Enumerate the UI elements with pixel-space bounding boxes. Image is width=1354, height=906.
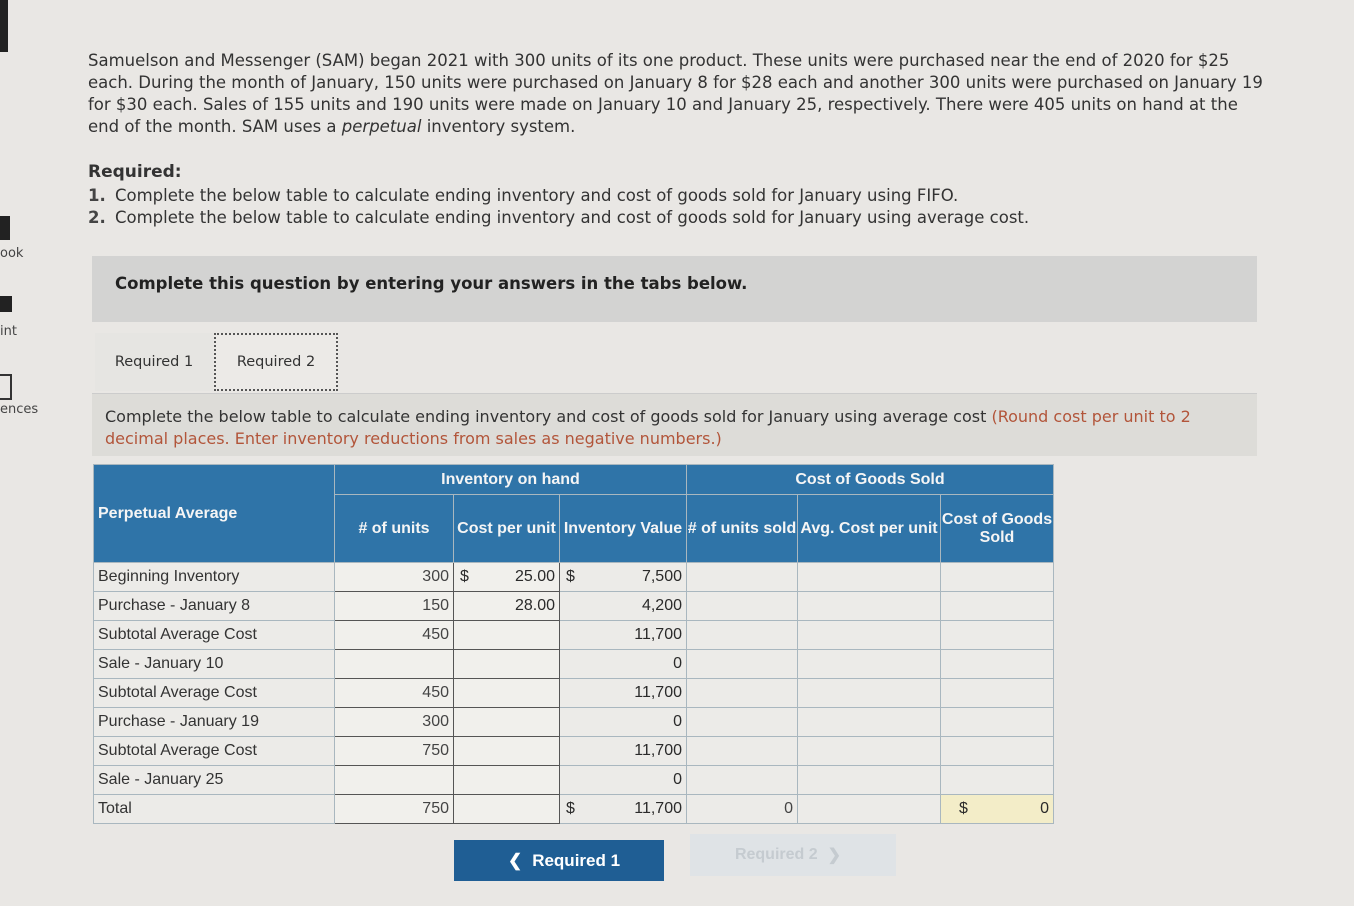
units-input[interactable] — [335, 650, 454, 679]
problem-text-end: inventory system. — [421, 117, 576, 136]
avg-cost-cell[interactable] — [798, 737, 941, 766]
dollar-sign: $ — [566, 568, 575, 585]
banner-text: Complete this question by entering your answers in the tabs below. — [115, 274, 748, 293]
units-sold-cell[interactable] — [687, 650, 798, 679]
units-input[interactable]: 750 — [335, 737, 454, 766]
inventory-value-cell — [560, 650, 687, 679]
inventory-value: 0 — [673, 713, 682, 730]
table-row — [94, 766, 1054, 795]
required-item-2 — [88, 207, 1029, 229]
table-row — [94, 679, 1054, 708]
cost-per-unit-input[interactable] — [454, 563, 560, 592]
cost-per-unit-value: 25.00 — [514, 568, 555, 585]
cogs-cell[interactable] — [941, 650, 1054, 679]
units-input[interactable]: 450 — [335, 679, 454, 708]
book-icon[interactable] — [0, 216, 10, 240]
inventory-value: 11,700 — [634, 800, 682, 817]
avg-cost-cell[interactable] — [798, 679, 941, 708]
header-inventory-value: Inventory Value — [560, 495, 687, 563]
required-text: Complete the below table to calculate ending inventory and cost of goods sold for January using average cost. — [109, 208, 1030, 227]
cogs-cell[interactable] — [941, 592, 1054, 621]
cost-per-unit-input[interactable] — [454, 592, 560, 621]
chevron-right-icon: ❯ — [827, 847, 842, 864]
avg-cost-cell[interactable] — [798, 621, 941, 650]
units-sold-cell[interactable] — [687, 737, 798, 766]
units-sold-total: 0 — [687, 795, 798, 824]
cogs-total-cell — [941, 795, 1054, 824]
table-row — [94, 563, 1054, 592]
next-required-button[interactable] — [690, 834, 896, 876]
avg-cost-cell[interactable] — [798, 563, 941, 592]
prev-button-label: Required 1 — [532, 850, 621, 870]
row-label: Total — [94, 795, 335, 824]
table-row-total — [94, 795, 1054, 824]
references-icon[interactable] — [0, 374, 12, 400]
instruction-banner — [92, 256, 1257, 322]
chevron-left-icon: ❮ — [507, 850, 523, 870]
sidebar-marker — [0, 0, 8, 52]
header-cogs: Cost of Goods Sold — [941, 495, 1054, 563]
inventory-value: 0 — [673, 771, 682, 788]
inventory-value: 11,700 — [634, 684, 682, 701]
cogs-cell[interactable] — [941, 737, 1054, 766]
problem-statement — [88, 50, 1268, 138]
sidebar-item-print[interactable]: int — [0, 324, 17, 339]
problem-emphasis: perpetual — [341, 117, 422, 136]
inventory-value: 11,700 — [634, 626, 682, 643]
avg-cost-cell[interactable] — [798, 766, 941, 795]
avg-cost-cell[interactable] — [798, 650, 941, 679]
header-avg-cost: Avg. Cost per unit — [798, 495, 941, 563]
inventory-value-cell — [560, 563, 687, 592]
required-num: 1. — [88, 186, 106, 205]
row-label: Beginning Inventory — [94, 563, 335, 592]
dollar-sign: $ — [566, 800, 575, 817]
dollar-sign: $ — [460, 568, 469, 585]
row-label: Subtotal Average Cost — [94, 679, 335, 708]
header-units-sold: # of units sold — [687, 495, 798, 563]
required-title: Required: — [88, 162, 182, 182]
cost-per-unit-input[interactable] — [454, 795, 560, 824]
header-inventory-on-hand: Inventory on hand — [335, 465, 687, 495]
cost-per-unit-input[interactable] — [454, 766, 560, 795]
sidebar-item-ebook[interactable]: ook — [0, 246, 24, 261]
inventory-value-cell — [560, 737, 687, 766]
units-sold-cell[interactable] — [687, 766, 798, 795]
inventory-value: 0 — [673, 655, 682, 672]
print-icon[interactable] — [0, 296, 12, 312]
table-instructions — [92, 393, 1257, 456]
table-row — [94, 650, 1054, 679]
inventory-value-cell — [560, 795, 687, 824]
avg-cost-cell[interactable] — [798, 592, 941, 621]
header-units: # of units — [335, 495, 454, 563]
table-row — [94, 737, 1054, 766]
units-input[interactable] — [335, 766, 454, 795]
header-cost-per-unit: Cost per unit — [454, 495, 560, 563]
prev-required-button[interactable] — [454, 840, 664, 881]
left-sidebar — [0, 0, 60, 906]
avg-cost-cell[interactable] — [798, 708, 941, 737]
cost-per-unit-value: 28.00 — [514, 597, 555, 614]
table-row — [94, 592, 1054, 621]
problem-text: Samuelson and Messenger (SAM) began 2021 with 300 units of its one product. These units were purchased near the end of 2020 for $25 each. During the month of January, 150 units were purchased on January 8 for $28 each and another 300 units were purchased on January 19 for $30 each. Sales of 155 units and 190 units were made on January 10 and January 25, respectively. There were 405 units on hand at the end of the month. SAM uses a — [88, 51, 1263, 136]
inventory-value-cell — [560, 621, 687, 650]
instructions-text — [105, 406, 1245, 450]
units-sold-cell[interactable] — [687, 708, 798, 737]
inventory-value: 11,700 — [634, 742, 682, 759]
next-button-label: Required 2 — [734, 846, 818, 863]
row-label: Purchase - January 19 — [94, 708, 335, 737]
row-label: Subtotal Average Cost — [94, 737, 335, 766]
row-label: Subtotal Average Cost — [94, 621, 335, 650]
table-row — [94, 621, 1054, 650]
header-method: Perpetual Average — [94, 465, 335, 563]
instructions-note: (Round cost per unit to 2 decimal places. Enter inventory reductions from sales as negative numbers.) — [105, 407, 1191, 448]
required-list — [88, 185, 1029, 229]
sidebar-item-references[interactable]: ences — [0, 402, 39, 417]
units-sold-cell[interactable] — [687, 621, 798, 650]
cost-per-unit-input[interactable] — [454, 737, 560, 766]
units-sold-cell[interactable] — [687, 563, 798, 592]
inventory-value-cell — [560, 766, 687, 795]
inventory-value-cell — [560, 592, 687, 621]
required-text: Complete the below table to calculate ending inventory and cost of goods sold for January using FIFO. — [109, 186, 959, 205]
row-label: Sale - January 10 — [94, 650, 335, 679]
units-sold-cell[interactable] — [687, 679, 798, 708]
inventory-value: 7,500 — [641, 568, 682, 585]
cost-per-unit-input[interactable] — [454, 621, 560, 650]
cogs-cell[interactable] — [941, 708, 1054, 737]
instructions-main: Complete the below table to calculate ending inventory and cost of goods sold for January using average cost — [105, 407, 992, 426]
units-input[interactable]: 300 — [335, 708, 454, 737]
inventory-value-cell — [560, 708, 687, 737]
units-input[interactable]: 450 — [335, 621, 454, 650]
units-input[interactable]: 150 — [335, 592, 454, 621]
cogs-cell[interactable] — [941, 766, 1054, 795]
inventory-value: 4,200 — [641, 597, 682, 614]
tab-required-2[interactable]: Required 2 — [214, 333, 338, 391]
tab-bar — [95, 333, 1257, 391]
row-label: Purchase - January 8 — [94, 592, 335, 621]
cogs-total-value: 0 — [1040, 800, 1049, 817]
required-num: 2. — [88, 208, 106, 227]
cogs-cell[interactable] — [941, 621, 1054, 650]
cogs-cell[interactable] — [941, 679, 1054, 708]
header-cost-of-goods-sold: Cost of Goods Sold — [687, 465, 1054, 495]
inventory-table — [93, 464, 1054, 824]
units-sold-cell[interactable] — [687, 592, 798, 621]
required-item-1 — [88, 185, 1029, 207]
cogs-cell[interactable] — [941, 563, 1054, 592]
inventory-value-cell — [560, 679, 687, 708]
cost-per-unit-input[interactable] — [454, 650, 560, 679]
units-input[interactable]: 750 — [335, 795, 454, 824]
units-input[interactable]: 300 — [335, 563, 454, 592]
row-label: Sale - January 25 — [94, 766, 335, 795]
tab-required-1[interactable]: Required 1 — [95, 333, 213, 391]
cost-per-unit-input[interactable] — [454, 679, 560, 708]
table-row — [94, 708, 1054, 737]
cost-per-unit-input[interactable] — [454, 708, 560, 737]
dollar-sign: $ — [959, 800, 968, 817]
avg-cost-total — [798, 795, 941, 824]
